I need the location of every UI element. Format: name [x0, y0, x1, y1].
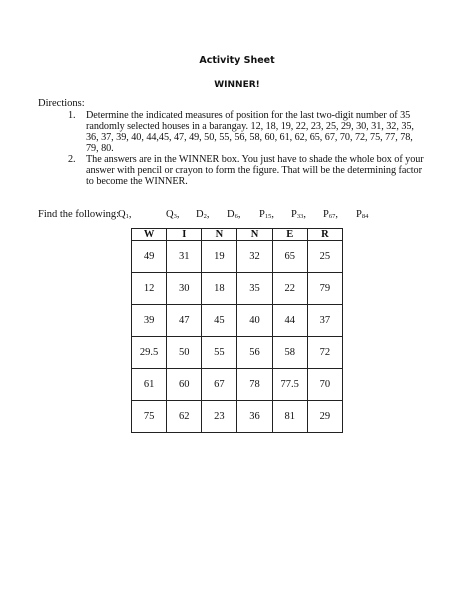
page-title: Activity Sheet: [199, 55, 275, 66]
measure-subscript: 3: [173, 213, 177, 220]
answer-cell[interactable]: 31: [167, 241, 202, 273]
measure-separator: ,: [176, 209, 180, 220]
measure-subscript: 84: [361, 213, 369, 220]
measure-subscript: 15: [264, 213, 272, 220]
answer-cell[interactable]: 58: [272, 337, 307, 369]
measure-subscript: 6: [234, 213, 238, 220]
answer-cell[interactable]: 56: [237, 337, 272, 369]
answer-cell[interactable]: 61: [132, 369, 167, 401]
direction-line: 79, 80.: [86, 143, 114, 154]
direction-line: 36, 37, 39, 40, 44,45, 47, 49, 50, 55, 56, 58, 60, 61, 62, 65, 67, 70, 72, 75, 77, 78,: [86, 132, 413, 143]
measure-p67: [323, 209, 338, 223]
measure-separator: ,: [206, 209, 210, 220]
winner-row: [132, 305, 343, 337]
answer-cell[interactable]: 70: [307, 369, 342, 401]
header-cell-n: N: [237, 229, 272, 241]
measure-d2: [196, 209, 209, 223]
answer-cell[interactable]: 75: [132, 401, 167, 433]
answer-cell[interactable]: 67: [202, 369, 237, 401]
answer-cell[interactable]: 37: [307, 305, 342, 337]
winner-row: [132, 401, 343, 433]
winner-header-row: [132, 229, 343, 241]
direction-item-2: [68, 154, 448, 187]
winner-row: [132, 369, 343, 401]
measure-p84: [356, 209, 368, 223]
find-the-following-row: [38, 209, 458, 223]
direction-line: to become the WINNER.: [86, 176, 188, 187]
direction-text: [86, 154, 448, 187]
direction-line: answer with pencil or crayon to form the figure. That will be the determining factor: [86, 165, 422, 176]
winner-row: [132, 337, 343, 369]
direction-line: randomly selected houses in a barangay. 12, 18, 19, 22, 23, 25, 29, 30, 31, 32, 35,: [86, 121, 414, 132]
answer-cell[interactable]: 22: [272, 273, 307, 305]
answer-cell[interactable]: 23: [202, 401, 237, 433]
winner-row: [132, 241, 343, 273]
answer-cell[interactable]: 72: [307, 337, 342, 369]
answer-cell[interactable]: 60: [167, 369, 202, 401]
measure-separator: ,: [128, 209, 132, 220]
answer-cell[interactable]: 78: [237, 369, 272, 401]
measure-q1: [118, 209, 131, 223]
measure-subscript: 2: [203, 213, 207, 220]
measure-separator: ,: [237, 209, 241, 220]
measure-base: D: [196, 209, 204, 220]
find-label: Find the following:: [38, 209, 120, 220]
header-cell-i: I: [167, 229, 202, 241]
header-cell-n: N: [202, 229, 237, 241]
directions-label: Directions:: [38, 98, 85, 109]
answer-cell[interactable]: 40: [237, 305, 272, 337]
answer-cell[interactable]: 79: [307, 273, 342, 305]
measure-separator: ,: [335, 209, 338, 220]
answer-cell[interactable]: 45: [202, 305, 237, 337]
measure-q3: [166, 209, 179, 223]
measure-base: P: [259, 209, 265, 220]
measure-base: P: [323, 209, 329, 220]
measure-p15: [259, 209, 274, 223]
measure-base: Q: [118, 209, 126, 220]
direction-line: The answers are in the WINNER box. You just have to shade the whole box of your: [86, 154, 424, 165]
direction-line: Determine the indicated measures of position for the last two-digit number of 35: [86, 110, 411, 121]
measure-p33: [291, 209, 306, 223]
header-cell-r: R: [307, 229, 342, 241]
answer-cell[interactable]: 81: [272, 401, 307, 433]
direction-text: [86, 110, 448, 154]
answer-cell[interactable]: 44: [272, 305, 307, 337]
winner-box: [131, 228, 343, 433]
answer-cell[interactable]: 47: [167, 305, 202, 337]
answer-cell[interactable]: 49: [132, 241, 167, 273]
measure-subscript: 33: [296, 213, 304, 220]
answer-cell[interactable]: 55: [202, 337, 237, 369]
answer-cell[interactable]: 50: [167, 337, 202, 369]
winner-row: [132, 273, 343, 305]
answer-cell[interactable]: 12: [132, 273, 167, 305]
answer-cell[interactable]: 35: [237, 273, 272, 305]
answer-cell[interactable]: 36: [237, 401, 272, 433]
page-subtitle: WINNER!: [214, 80, 260, 90]
answer-cell[interactable]: 77.5: [272, 369, 307, 401]
answer-cell[interactable]: 29: [307, 401, 342, 433]
answer-cell[interactable]: 18: [202, 273, 237, 305]
measure-separator: ,: [303, 209, 306, 220]
header-cell-e: E: [272, 229, 307, 241]
measure-base: P: [291, 209, 297, 220]
answer-cell[interactable]: 30: [167, 273, 202, 305]
measure-base: D: [227, 209, 235, 220]
answer-cell[interactable]: 19: [202, 241, 237, 273]
measure-base: P: [356, 209, 362, 220]
measure-subscript: 1: [125, 213, 129, 220]
answer-cell[interactable]: 65: [272, 241, 307, 273]
answer-cell[interactable]: 25: [307, 241, 342, 273]
answer-cell[interactable]: 29.5: [132, 337, 167, 369]
measure-d6: [227, 209, 240, 223]
header-cell-w: W: [132, 229, 167, 241]
directions-list: [68, 110, 448, 187]
measure-subscript: 67: [328, 213, 336, 220]
direction-number: 1.: [68, 110, 76, 121]
answer-cell[interactable]: 62: [167, 401, 202, 433]
measure-separator: ,: [271, 209, 274, 220]
measure-base: Q: [166, 209, 174, 220]
direction-item-1: [68, 110, 448, 154]
answer-cell[interactable]: 32: [237, 241, 272, 273]
direction-number: 2.: [68, 154, 76, 165]
answer-cell[interactable]: 39: [132, 305, 167, 337]
